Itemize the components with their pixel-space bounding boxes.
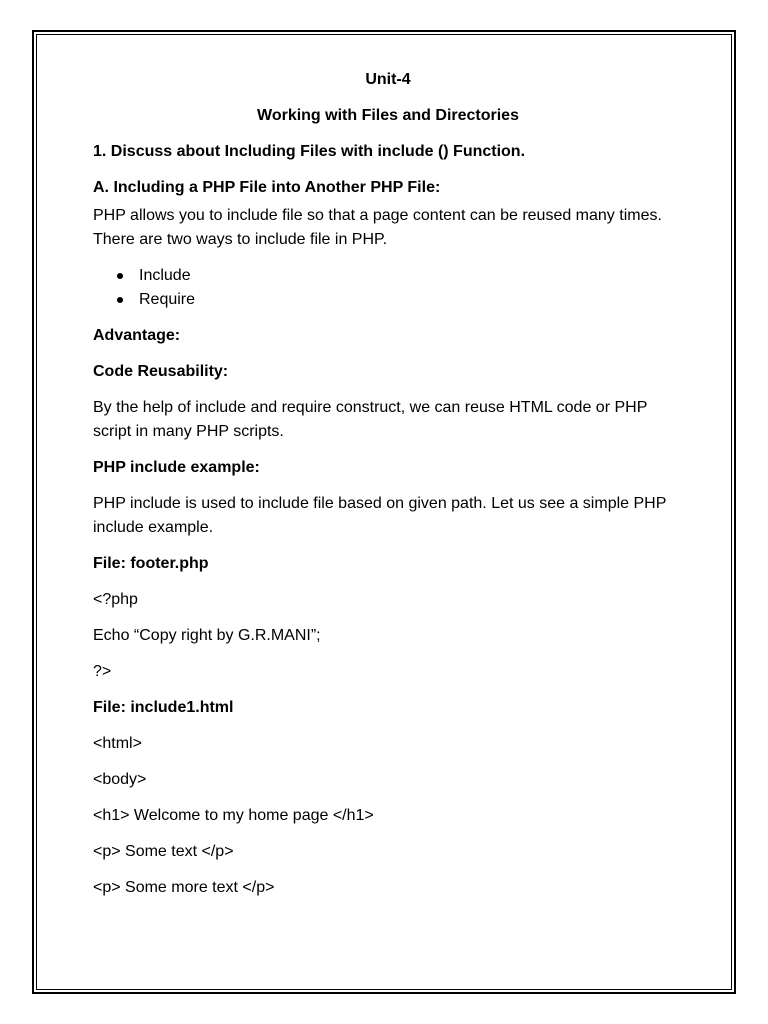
example-paragraph: PHP include is used to include file based on given path. Let us see a simple PHP include example. xyxy=(93,495,671,536)
section-a-heading: A. Including a PHP File into Another PHP File: xyxy=(93,179,441,196)
footer-file-heading: File: footer.php xyxy=(93,555,209,572)
code-line: <p> Some text </p> xyxy=(93,843,234,860)
reusability-paragraph: By the help of include and require construct, we can reuse HTML code or PHP script in many PHP scripts. xyxy=(93,399,652,440)
code-line: ?> xyxy=(93,663,112,680)
code-reusability-heading: Code Reusability: xyxy=(93,363,229,380)
unit-title: Unit-4 xyxy=(365,71,411,88)
question-heading: 1. Discuss about Including Files with include () Function. xyxy=(93,143,526,160)
code-line: <html> xyxy=(93,735,142,752)
code-line: <p> Some more text </p> xyxy=(93,879,275,896)
code-line: <?php xyxy=(93,591,138,608)
list-item: Require xyxy=(139,288,683,312)
code-line: <h1> Welcome to my home page </h1> xyxy=(93,807,374,824)
example-heading: PHP include example: xyxy=(93,459,260,476)
advantage-heading: Advantage: xyxy=(93,327,181,344)
code-line: <body> xyxy=(93,771,147,788)
intro-paragraph: PHP allows you to include file so that a page content can be reused many times. There are two ways to include file in PHP. xyxy=(93,207,667,248)
code-line: Echo “Copy right by G.R.MANI”; xyxy=(93,627,321,644)
include-file-heading: File: include1.html xyxy=(93,699,234,716)
list-item: Include xyxy=(139,264,683,288)
document-body xyxy=(93,68,683,900)
chapter-title: Working with Files and Directories xyxy=(257,107,519,124)
include-methods-list xyxy=(93,264,683,312)
